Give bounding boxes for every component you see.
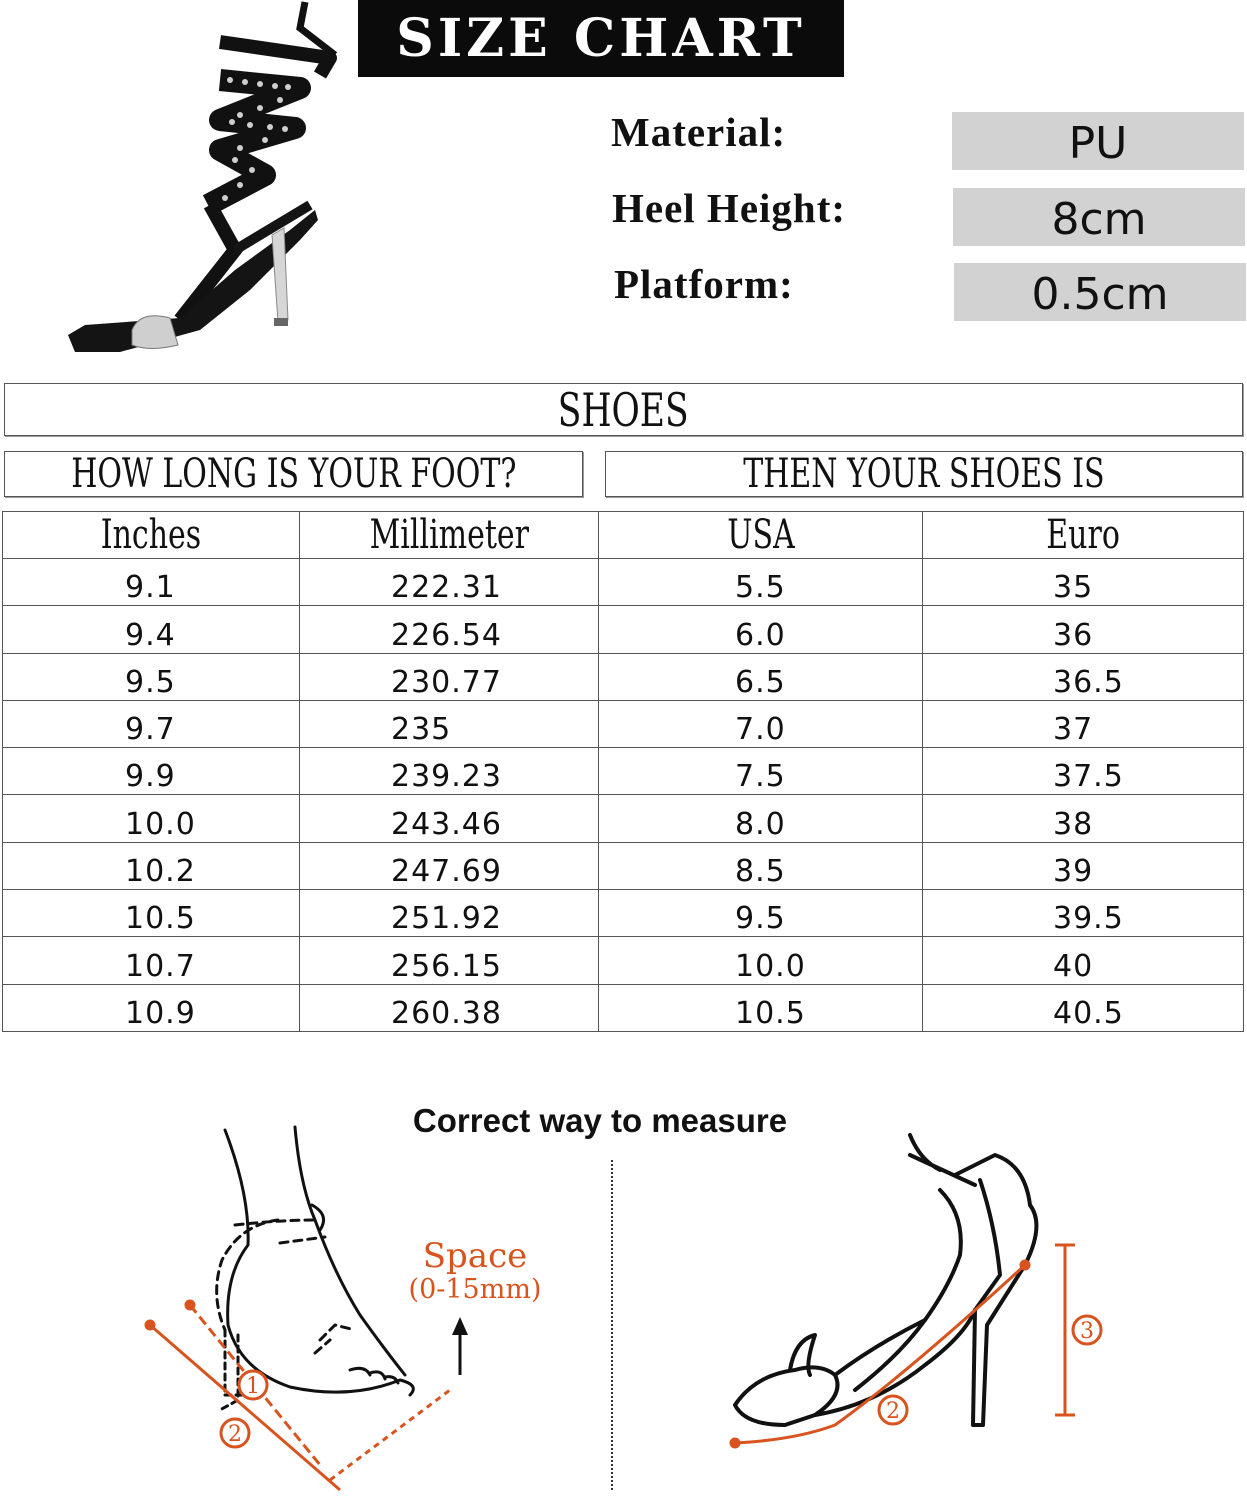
cell-inches: 9.1 <box>3 559 300 606</box>
table-row <box>3 700 1244 747</box>
table-header-row <box>3 512 1244 559</box>
cell-euro: 36.5 <box>923 653 1244 700</box>
high-heel-diagram <box>725 1125 1125 1470</box>
cell-millimeter: 247.69 <box>300 842 599 889</box>
cell-millimeter: 230.77 <box>300 653 599 700</box>
cell-usa: 7.5 <box>599 748 923 795</box>
table-row <box>3 748 1244 795</box>
size-chart-title-bar <box>358 0 844 77</box>
shoes-section-header <box>4 383 1243 436</box>
platform-value: 0.5cm <box>954 263 1246 321</box>
table-row <box>3 937 1244 984</box>
cell-usa: 6.5 <box>599 653 923 700</box>
cell-millimeter: 243.46 <box>300 795 599 842</box>
space-label <box>400 1238 550 1305</box>
column-header-usa: USA <box>599 512 923 559</box>
foot-length-group-header <box>4 451 583 497</box>
marker-2-right: 2 <box>886 1399 900 1424</box>
cell-inches: 9.7 <box>3 700 300 747</box>
column-header-inches: Inches <box>3 512 300 559</box>
table-row <box>3 606 1244 653</box>
shoe-size-group-header <box>605 451 1243 497</box>
cell-inches: 10.0 <box>3 795 300 842</box>
cell-inches: 10.5 <box>3 890 300 937</box>
marker-2-left: 2 <box>228 1422 242 1447</box>
cell-euro: 39 <box>923 842 1244 889</box>
table-row <box>3 559 1244 606</box>
column-header-euro: Euro <box>923 512 1244 559</box>
cell-inches: 9.5 <box>3 653 300 700</box>
cell-euro: 35 <box>923 559 1244 606</box>
page-title: SIZE CHART <box>396 7 806 69</box>
cell-usa: 8.5 <box>599 842 923 889</box>
cell-usa: 9.5 <box>599 890 923 937</box>
divider <box>611 1160 613 1490</box>
cell-euro: 37.5 <box>923 748 1244 795</box>
heel-height-label: Heel Height: <box>612 185 847 231</box>
shoe-size-group-title: THEN YOUR SHOES IS <box>743 451 1105 497</box>
cell-millimeter: 222.31 <box>300 559 599 606</box>
shoes-section-title: SHOES <box>558 382 689 437</box>
material-label: Material: <box>611 109 787 155</box>
marker-1: 1 <box>246 1374 260 1399</box>
cell-euro: 39.5 <box>923 890 1244 937</box>
foot-length-group-title: HOW LONG IS YOUR FOOT? <box>70 451 517 497</box>
cell-inches: 9.9 <box>3 748 300 795</box>
table-row <box>3 653 1244 700</box>
table-row <box>3 795 1244 842</box>
space-label-title: Space <box>422 1236 528 1276</box>
cell-usa: 6.0 <box>599 606 923 653</box>
cell-usa: 8.0 <box>599 795 923 842</box>
cell-inches: 10.9 <box>3 984 300 1031</box>
cell-usa: 10.5 <box>599 984 923 1031</box>
cell-millimeter: 256.15 <box>300 937 599 984</box>
cell-usa: 5.5 <box>599 559 923 606</box>
table-row <box>3 890 1244 937</box>
cell-inches: 10.7 <box>3 937 300 984</box>
foot-in-shoe-diagram <box>130 1125 470 1495</box>
table-row <box>3 984 1244 1031</box>
cell-usa: 7.0 <box>599 700 923 747</box>
space-label-range: (0-15mm) <box>408 1274 542 1306</box>
cell-millimeter: 260.38 <box>300 984 599 1031</box>
cell-euro: 38 <box>923 795 1244 842</box>
measure-title: Correct way to measure <box>412 1102 788 1139</box>
cell-inches: 9.4 <box>3 606 300 653</box>
material-value: PU <box>952 112 1244 170</box>
cell-millimeter: 251.92 <box>300 890 599 937</box>
cell-usa: 10.0 <box>599 937 923 984</box>
cell-millimeter: 239.23 <box>300 748 599 795</box>
cell-euro: 40.5 <box>923 984 1244 1031</box>
cell-millimeter: 226.54 <box>300 606 599 653</box>
size-table <box>2 511 1244 1032</box>
cell-millimeter: 235 <box>300 700 599 747</box>
column-header-millimeter: Millimeter <box>300 512 599 559</box>
platform-label: Platform: <box>614 261 794 307</box>
table-row <box>3 842 1244 889</box>
heel-height-value: 8cm <box>953 188 1245 246</box>
cell-inches: 10.2 <box>3 842 300 889</box>
cell-euro: 36 <box>923 606 1244 653</box>
marker-3: 3 <box>1080 1319 1094 1344</box>
cell-euro: 37 <box>923 700 1244 747</box>
cell-euro: 40 <box>923 937 1244 984</box>
lace-up-sandal-image <box>60 0 350 365</box>
